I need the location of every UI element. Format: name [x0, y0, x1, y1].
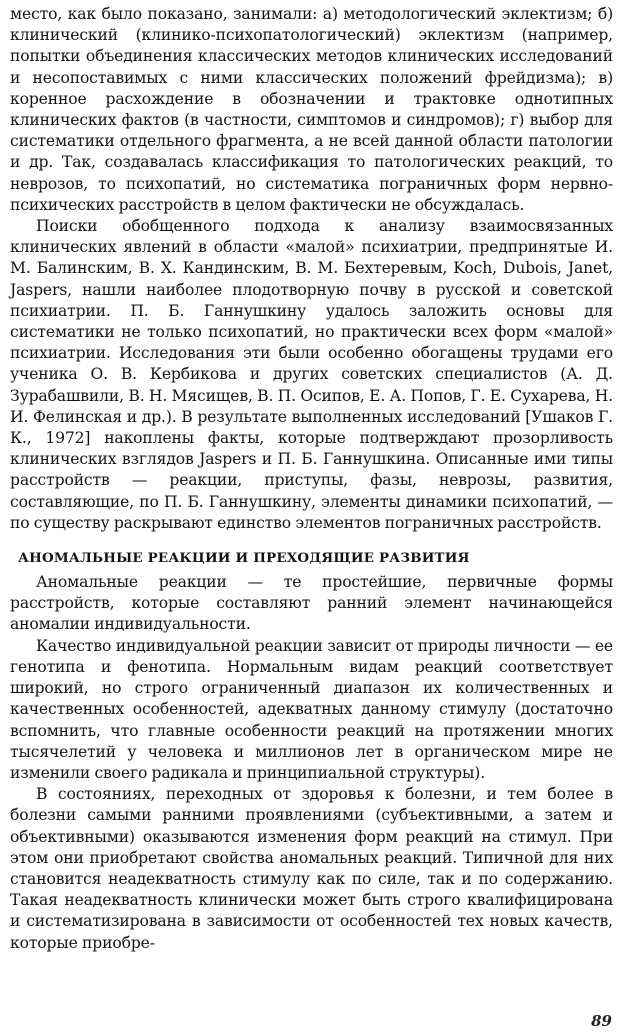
page-number: 89	[591, 1012, 612, 1030]
body-paragraph: Поиски обобщенного подхода к анализу взаимосвязанных клинических явлений в области «малой» психиатрии, предпринятые И. М. Балинским, В. Х. Кандинским, В. М. Бехтеревым, Koch, Dubois, Janet, Jaspers, нашли наиболее плодотворную почву в русской и советской психиатрии. П. Б. Ганнушкину удалось заложить основы для систематики не только психопатий, но практически всех форм «малой» психиатрии. Исследования эти были особенно обогащены трудами его ученика О. В. Кербикова и других советских специалистов (А. Д. Зурабашвили, В. Н. Мясищев, В. П. Осипов, Е. А. Попов, Г. Е. Сухарева, Н. И. Фелинская и др.). В результате выполненных исследований [Ушаков Г. К., 1972] накоплены факты, которые подтверждают прозорливость клинических взглядов Jaspers и П. Б. Ганнушкина. Описанные ими типы расстройств — реакции, приступы, фазы, неврозы, развития, составляющие, по П. Б. Ганнушкину, элементы динамики психопатий, — по существу раскрывают единство элементов пограничных расстройств.	[10, 217, 613, 532]
body-paragraph: Аномальные реакции — те простейшие, первичные формы расстройств, которые составляют ранний элемент начинающейся аномалии индивидуальности.	[10, 573, 613, 634]
body-paragraph: место, как было показано, занимали: а) методологический эклектизм; б) клинический (клинико-психопатологический) эклектизм (например, попытки объединения классических методов клинических исследований и несопоставимых с ними классических положений фрейдизма); в) коренное расхождение в обозначении и трактовке однотипных клинических фактов (в частности, симптомов и синдромов); г) выбор для систематики отдельного фрагмента, а не всей данной области патологии и др. Так, создавалась классификация то патологических реакций, то неврозов, то психопатий, но систематика пограничных форм нервно-психических расстройств в целом фактически не обсуждалась.	[10, 5, 613, 214]
body-paragraph: Качество индивидуальной реакции зависит от природы личности — ее генотипа и фенотипа. Нормальным видам реакций соответствует широкий, но строго ограниченный диапазон их количественных и качественных особенностей, адекватных данному стимулу (достаточно вспомнить, что главные особенности реакций на протяжении многих тысячелетий у человека и миллионов лет в органическом мире не изменили своего радикала и принципиальной структуры).	[10, 636, 613, 782]
book-page	[10, 4, 613, 1024]
body-paragraph: В состояниях, переходных от здоровья к болезни, и тем более в болезни самыми ранними проявлениями (субъективными, а затем и объективными) оказываются изменения форм реакций на стимул. При этом они приобретают свойства аномальных реакций. Типичной для них становится неадекватность стимулу как по силе, так и по содержанию. Такая неадекватность клинически может быть строго квалифицирована и систематизирована в зависимости от особенностей тех новых качеств, которые приобре-	[10, 785, 613, 952]
section-heading: АНОМАЛЬНЫЕ РЕАКЦИИ И ПРЕХОДЯЩИЕ РАЗВИТИЯ	[18, 550, 470, 567]
